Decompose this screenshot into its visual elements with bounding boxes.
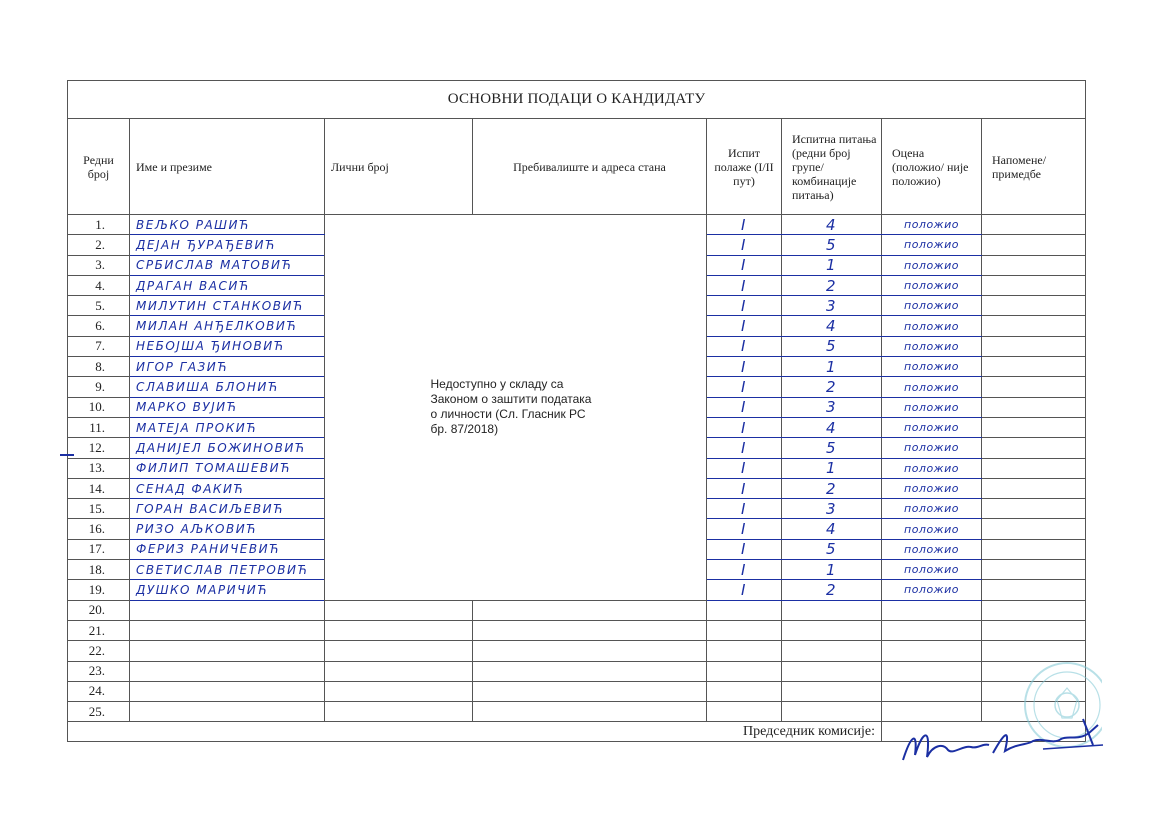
- remarks: [982, 357, 1086, 377]
- candidate-rows: [68, 215, 1086, 722]
- exam-attempt: I: [707, 417, 782, 437]
- exam-attempt: [707, 681, 782, 701]
- exam-question: [782, 681, 882, 701]
- row-number: 8.: [68, 357, 130, 377]
- row-number: 19.: [68, 580, 130, 600]
- exam-grade: положио: [882, 235, 982, 255]
- remarks: [982, 560, 1086, 580]
- exam-grade: положио: [882, 275, 982, 295]
- row-number: 22.: [68, 641, 130, 661]
- exam-question: [782, 702, 882, 722]
- remarks: [982, 438, 1086, 458]
- exam-attempt: [707, 702, 782, 722]
- row-number: 11.: [68, 417, 130, 437]
- exam-grade: [882, 681, 982, 701]
- address: [473, 600, 707, 620]
- exam-grade: положио: [882, 438, 982, 458]
- candidate-name: ДРАГАН ВАСИЋ: [130, 275, 325, 295]
- exam-attempt: I: [707, 336, 782, 356]
- exam-attempt: I: [707, 296, 782, 316]
- exam-question: 4: [782, 215, 882, 235]
- exam-attempt: [707, 620, 782, 640]
- candidate-table: [67, 80, 1086, 742]
- address: [473, 681, 707, 701]
- exam-attempt: I: [707, 397, 782, 417]
- candidate-name: МАТЕЈА ПРОКИЋ: [130, 417, 325, 437]
- exam-attempt: I: [707, 478, 782, 498]
- exam-grade: [882, 661, 982, 681]
- candidate-name: РИЗО АЉКОВИЋ: [130, 519, 325, 539]
- row-number: 14.: [68, 478, 130, 498]
- header-ime-i-prezime: Име и презиме: [130, 119, 325, 215]
- row-number: 20.: [68, 600, 130, 620]
- candidate-name: СРБИСЛАВ МАТОВИЋ: [130, 255, 325, 275]
- remarks: [982, 275, 1086, 295]
- header-licni-broj: Лични број: [325, 119, 473, 215]
- exam-attempt: I: [707, 519, 782, 539]
- row-number: 12.: [68, 438, 130, 458]
- exam-grade: [882, 641, 982, 661]
- header-prebivaliste: Пребивалиште и адреса стана: [473, 119, 707, 215]
- remarks: [982, 296, 1086, 316]
- personal-id: [325, 641, 473, 661]
- row-number: 24.: [68, 681, 130, 701]
- remarks: [982, 519, 1086, 539]
- exam-grade: [882, 620, 982, 640]
- candidate-name: ВЕЉКО РАШИЋ: [130, 215, 325, 235]
- form-title: ОСНОВНИ ПОДАЦИ О КАНДИДАТУ: [68, 81, 1086, 119]
- exam-grade: [882, 600, 982, 620]
- exam-question: 2: [782, 580, 882, 600]
- exam-attempt: I: [707, 539, 782, 559]
- personal-id: [325, 661, 473, 681]
- exam-grade: положио: [882, 478, 982, 498]
- table-row: [68, 620, 1086, 640]
- exam-attempt: I: [707, 357, 782, 377]
- exam-attempt: I: [707, 255, 782, 275]
- exam-attempt: I: [707, 235, 782, 255]
- exam-question: [782, 620, 882, 640]
- exam-question: 2: [782, 275, 882, 295]
- exam-grade: положио: [882, 215, 982, 235]
- candidate-name: НЕБОЈША ЂИНОВИЋ: [130, 336, 325, 356]
- exam-question: 5: [782, 539, 882, 559]
- candidate-name: СЛАВИША БЛОНИЋ: [130, 377, 325, 397]
- exam-question: 3: [782, 296, 882, 316]
- exam-grade: положио: [882, 458, 982, 478]
- remarks: [982, 316, 1086, 336]
- table-row: [68, 641, 1086, 661]
- header-redni-broj: Редни број: [68, 119, 130, 215]
- table-row: [68, 600, 1086, 620]
- exam-grade: положио: [882, 357, 982, 377]
- exam-attempt: I: [707, 560, 782, 580]
- personal-id: [325, 681, 473, 701]
- exam-grade: положио: [882, 296, 982, 316]
- row-number: 25.: [68, 702, 130, 722]
- row-number: 17.: [68, 539, 130, 559]
- header-ocena: Оцена (положио/ није положио): [882, 119, 982, 215]
- header-napomene: Напомене/ примедбе: [982, 119, 1086, 215]
- exam-question: 5: [782, 336, 882, 356]
- exam-question: 1: [782, 357, 882, 377]
- exam-question: 4: [782, 519, 882, 539]
- row-number: 9.: [68, 377, 130, 397]
- exam-attempt: [707, 661, 782, 681]
- row-number: 18.: [68, 560, 130, 580]
- remarks: [982, 336, 1086, 356]
- exam-question: [782, 641, 882, 661]
- exam-question: 1: [782, 560, 882, 580]
- table-row: [68, 681, 1086, 701]
- row-number: 4.: [68, 275, 130, 295]
- header-ispitna-pitanja: Испитна питања (редни број групе/ комбинације питања): [782, 119, 882, 215]
- exam-grade: положио: [882, 560, 982, 580]
- address: [473, 661, 707, 681]
- remarks: [982, 417, 1086, 437]
- exam-question: 1: [782, 458, 882, 478]
- redacted-note: Недоступно у складу са Законом о заштити података о личности (Сл. Гласник РС бр. 87/2018): [430, 377, 592, 437]
- chairman-signature-icon: [893, 715, 1113, 770]
- row-number: 23.: [68, 661, 130, 681]
- table-row: [68, 215, 1086, 235]
- remarks: [982, 620, 1086, 640]
- candidate-name: ДУШКО МАРИЧИЋ: [130, 580, 325, 600]
- exam-question: 5: [782, 438, 882, 458]
- personal-id: [325, 702, 473, 722]
- remarks: [982, 478, 1086, 498]
- exam-grade: положио: [882, 377, 982, 397]
- header-ispit-polaze: Испит полаже (I/II пут): [707, 119, 782, 215]
- exam-attempt: I: [707, 215, 782, 235]
- remarks: [982, 458, 1086, 478]
- exam-grade: положио: [882, 255, 982, 275]
- candidate-name: МАРКО ВУЈИЋ: [130, 397, 325, 417]
- address: [473, 641, 707, 661]
- exam-grade: положио: [882, 316, 982, 336]
- exam-attempt: I: [707, 275, 782, 295]
- exam-attempt: I: [707, 458, 782, 478]
- exam-question: 2: [782, 478, 882, 498]
- remarks: [982, 397, 1086, 417]
- row-number: 3.: [68, 255, 130, 275]
- exam-attempt: [707, 641, 782, 661]
- exam-question: 5: [782, 235, 882, 255]
- remarks: [982, 377, 1086, 397]
- exam-grade: положио: [882, 499, 982, 519]
- exam-grade: положио: [882, 539, 982, 559]
- exam-question: 3: [782, 397, 882, 417]
- row-number: 1.: [68, 215, 130, 235]
- candidate-name: ДЕЈАН ЂУРАЂЕВИЋ: [130, 235, 325, 255]
- row-number: 2.: [68, 235, 130, 255]
- candidate-name: ИГОР ГАЗИЋ: [130, 357, 325, 377]
- exam-attempt: I: [707, 316, 782, 336]
- candidate-name: МИЛУТИН СТАНКОВИЋ: [130, 296, 325, 316]
- row-number: 10.: [68, 397, 130, 417]
- exam-question: 4: [782, 417, 882, 437]
- exam-attempt: I: [707, 499, 782, 519]
- exam-grade: положио: [882, 336, 982, 356]
- remarks: [982, 600, 1086, 620]
- exam-grade: положио: [882, 519, 982, 539]
- exam-question: [782, 661, 882, 681]
- candidate-name: СВЕТИСЛАВ ПЕТРОВИЋ: [130, 560, 325, 580]
- candidate-name: [130, 620, 325, 640]
- row-number: 16.: [68, 519, 130, 539]
- exam-grade: положио: [882, 397, 982, 417]
- exam-attempt: I: [707, 438, 782, 458]
- exam-question: 1: [782, 255, 882, 275]
- candidate-name: МИЛАН АНЂЕЛКОВИЋ: [130, 316, 325, 336]
- exam-attempt: I: [707, 580, 782, 600]
- exam-grade: положио: [882, 417, 982, 437]
- exam-attempt: [707, 600, 782, 620]
- candidate-name: [130, 641, 325, 661]
- candidate-form: [67, 80, 1085, 746]
- table-row: [68, 661, 1086, 681]
- candidate-name: ФЕРИЗ РАНИЧЕВИЋ: [130, 539, 325, 559]
- exam-question: 4: [782, 316, 882, 336]
- redacted-personal-data: [325, 215, 707, 601]
- remarks: [982, 255, 1086, 275]
- exam-attempt: I: [707, 377, 782, 397]
- personal-id: [325, 620, 473, 640]
- margin-pen-mark: [60, 454, 74, 456]
- remarks: [982, 499, 1086, 519]
- row-number: 13.: [68, 458, 130, 478]
- candidate-name: СЕНАД ФАКИЋ: [130, 478, 325, 498]
- candidate-name: [130, 702, 325, 722]
- row-number: 15.: [68, 499, 130, 519]
- remarks: [982, 215, 1086, 235]
- candidate-name: [130, 661, 325, 681]
- remarks: [982, 235, 1086, 255]
- row-number: 7.: [68, 336, 130, 356]
- row-number: 6.: [68, 316, 130, 336]
- exam-question: [782, 600, 882, 620]
- row-number: 21.: [68, 620, 130, 640]
- exam-question: 3: [782, 499, 882, 519]
- candidate-name: [130, 600, 325, 620]
- exam-question: 2: [782, 377, 882, 397]
- candidate-name: [130, 681, 325, 701]
- exam-grade: положио: [882, 580, 982, 600]
- candidate-name: ГОРАН ВАСИЉЕВИЋ: [130, 499, 325, 519]
- chairman-label: Председник комисије:: [68, 722, 882, 742]
- candidate-name: ДАНИЈЕЛ БОЖИНОВИЋ: [130, 438, 325, 458]
- remarks: [982, 539, 1086, 559]
- personal-id: [325, 600, 473, 620]
- candidate-name: ФИЛИП ТОМАШЕВИЋ: [130, 458, 325, 478]
- row-number: 5.: [68, 296, 130, 316]
- address: [473, 620, 707, 640]
- remarks: [982, 580, 1086, 600]
- address: [473, 702, 707, 722]
